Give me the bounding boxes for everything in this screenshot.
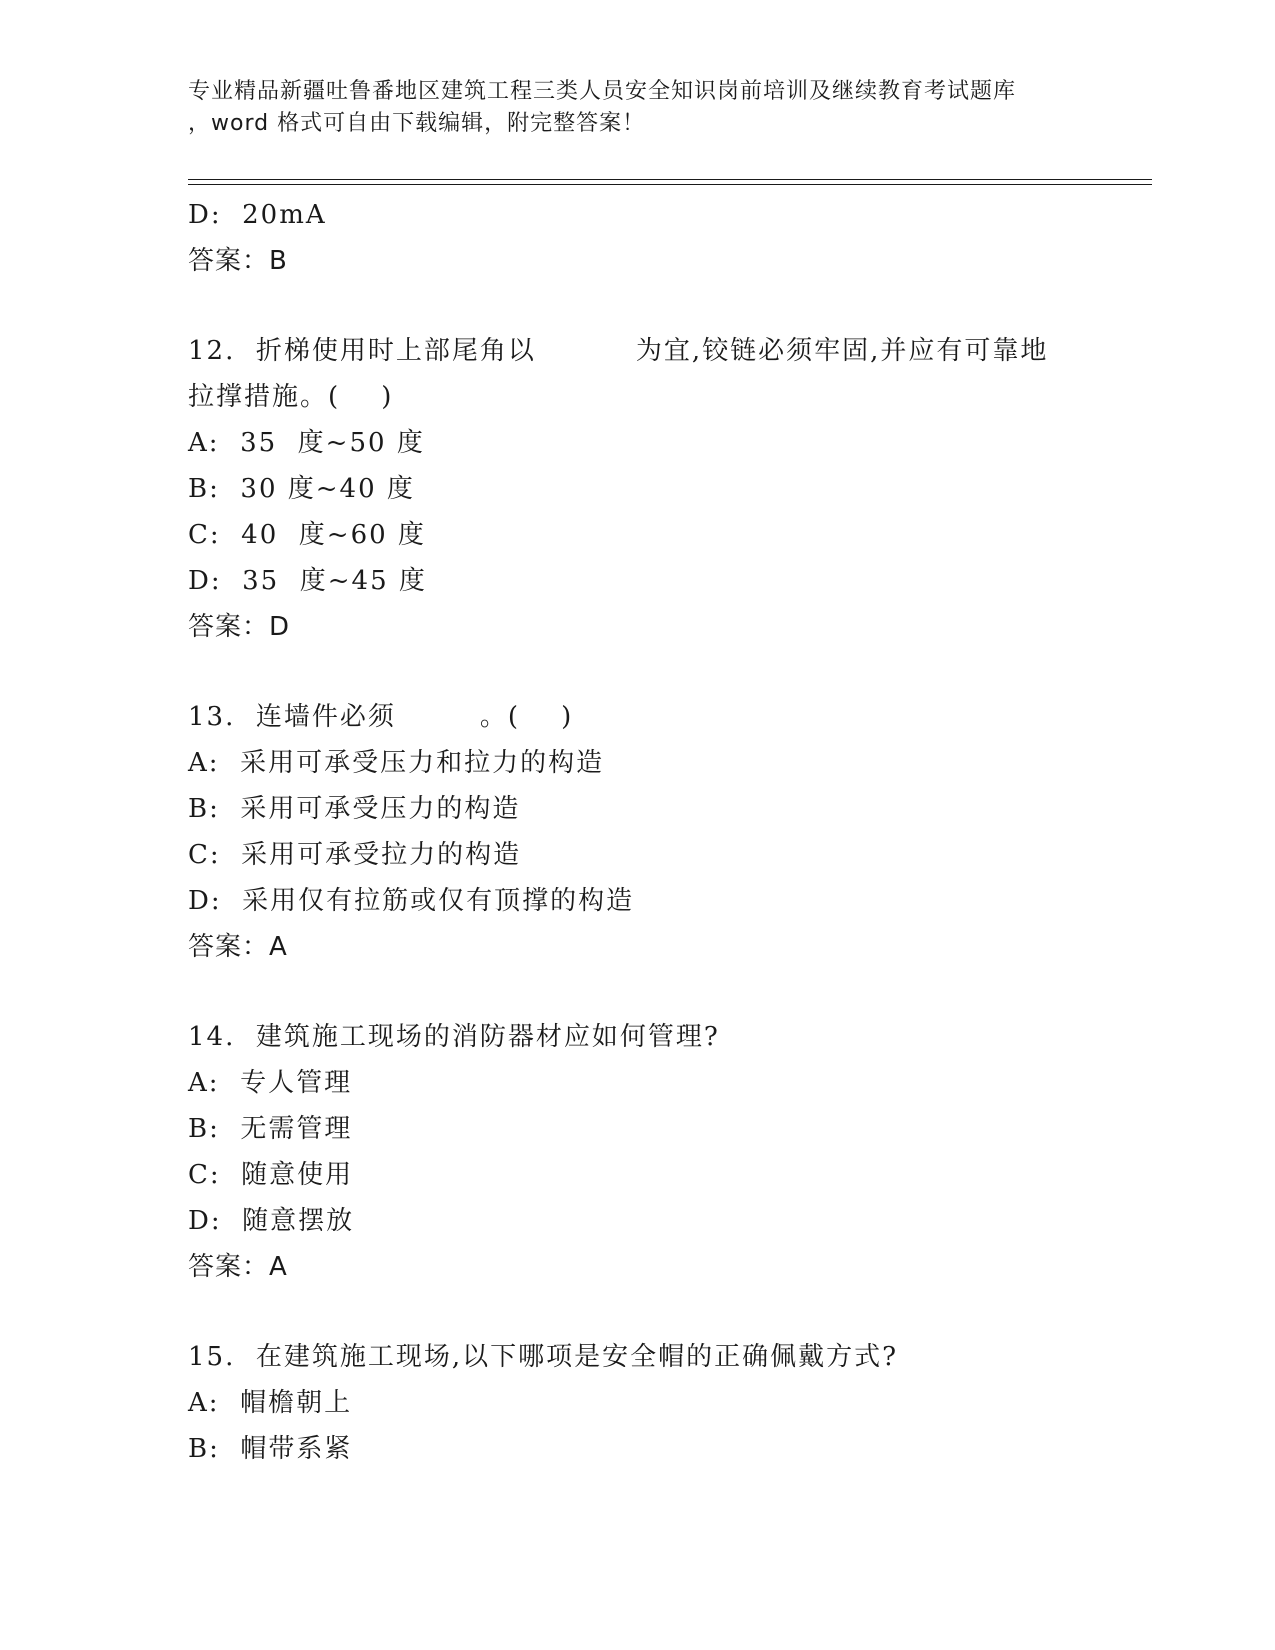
q15-option-a: A: 帽檐朝上 <box>188 1388 353 1418</box>
q12-stem-part-2: 为宜,铰链必须牢固,并应有可靠地 <box>635 336 1049 366</box>
q14-option-b: B: 无需管理 <box>188 1114 353 1144</box>
header-title-line-2: ，word 格式可自由下载编辑，附完整答案！ <box>188 111 646 136</box>
q14-option-c: C: 随意使用 <box>188 1160 354 1190</box>
q13-option-d: D: 采用仅有拉筋或仅有顶撑的构造 <box>188 886 635 916</box>
q13-stem-part-2: 。( ) <box>479 702 574 732</box>
q12-option-a: A: 35 度~50 度 <box>188 428 425 458</box>
q12-answer: 答案：D <box>188 612 291 642</box>
q12-option-c: C: 40 度~60 度 <box>188 520 426 550</box>
q11-answer: 答案：B <box>188 246 288 276</box>
q13-option-b: B: 采用可承受压力的构造 <box>188 794 521 824</box>
q13-option-a: A: 采用可承受压力和拉力的构造 <box>188 748 605 778</box>
q13-stem-part-1: 13. 连墙件必须 <box>188 702 396 732</box>
q12-stem-line-1 <box>188 328 1148 374</box>
q11-option-d: D: 20mA <box>188 200 327 230</box>
q12-option-d: D: 35 度~45 度 <box>188 566 427 596</box>
q14-option-a: A: 专人管理 <box>188 1068 353 1098</box>
q13-option-c: C: 采用可承受拉力的构造 <box>188 840 522 870</box>
q12-stem-part-1: 12. 折梯使用时上部尾角以 <box>188 336 536 366</box>
q14-option-d: D: 随意摆放 <box>188 1206 355 1236</box>
document-header <box>188 76 1148 140</box>
question-list <box>188 192 1148 1472</box>
q13-answer: 答案：A <box>188 932 288 962</box>
q15-stem: 15. 在建筑施工现场,以下哪项是安全帽的正确佩戴方式? <box>188 1342 899 1372</box>
header-divider-top <box>188 179 1152 180</box>
q12-option-b: B: 30 度~40 度 <box>188 474 415 504</box>
q14-stem: 14. 建筑施工现场的消防器材应如何管理? <box>188 1022 720 1052</box>
q13-stem <box>188 694 1148 740</box>
header-title-line-1: 专业精品新疆吐鲁番地区建筑工程三类人员安全知识岗前培训及继续教育考试题库 <box>188 79 1017 104</box>
q12-stem-line-2: 拉撑措施。( ) <box>188 382 394 412</box>
q15-option-b: B: 帽带系紧 <box>188 1434 353 1464</box>
q14-answer: 答案：A <box>188 1252 288 1282</box>
header-divider-bottom <box>188 184 1152 185</box>
